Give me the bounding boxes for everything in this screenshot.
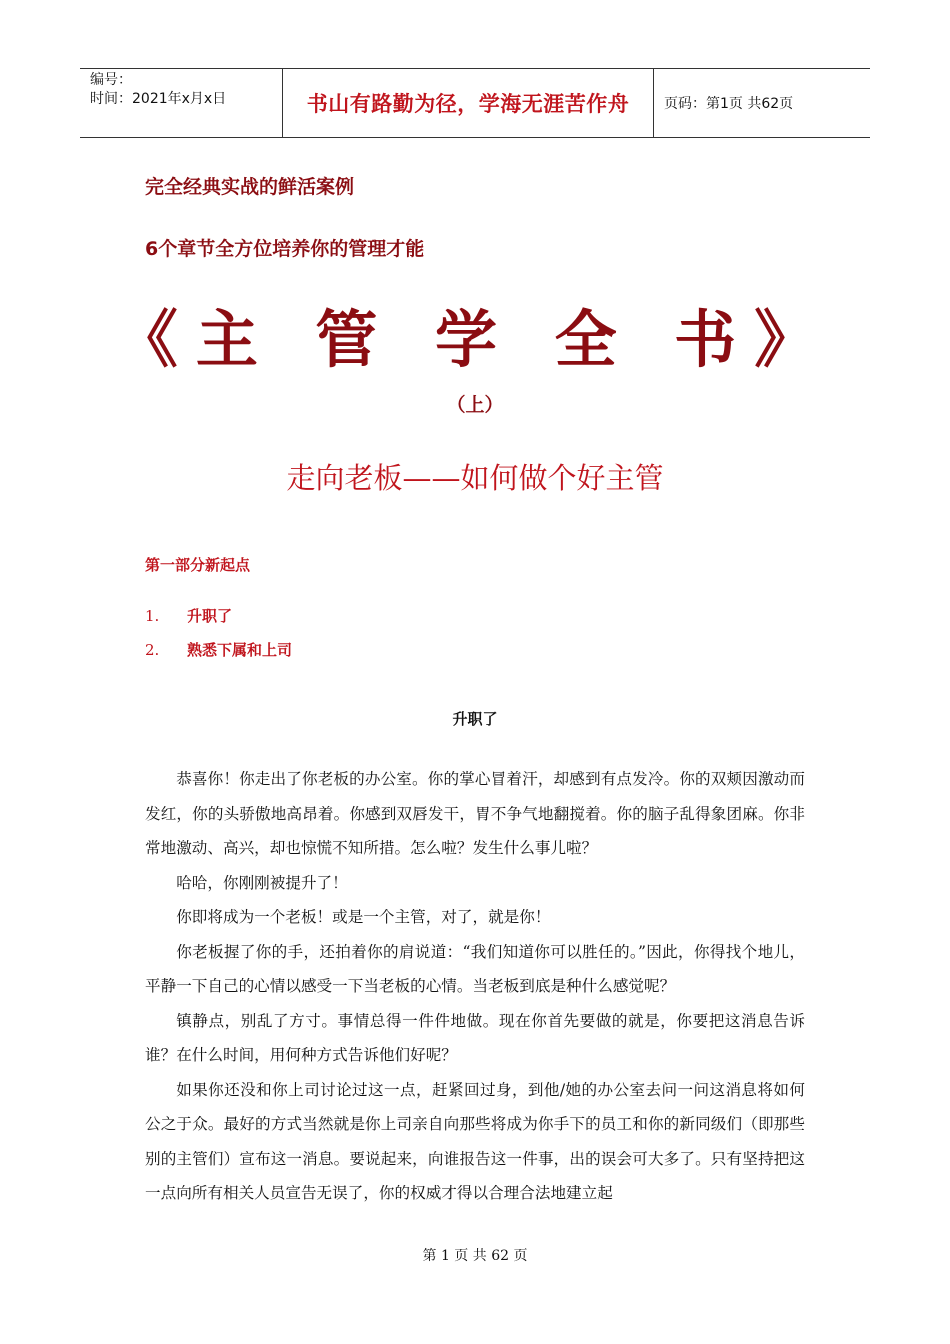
page-footer: 第 1 页 共 62 页 [422, 1248, 528, 1264]
toc-item-label: 熟悉下属和上司 [187, 641, 293, 659]
book-title: 《主 管 学 全 书》 [115, 303, 835, 376]
paragraph: 镇静点，别乱了方寸。事情总得一件件地做。现在你首先要做的就是，你要把这消息告诉谁？在什么时间，用何种方式告诉他们好呢？ [145, 1011, 805, 1064]
part-title: 第一部分新起点 [145, 556, 251, 574]
toc-item-label: 升职了 [187, 607, 233, 625]
date-label: 时间：2021年x月x日 [90, 91, 227, 107]
serial-label: 编号： [90, 72, 132, 88]
volume-label: （上） [446, 394, 504, 416]
tagline-1: 完全经典实战的鲜活案例 [145, 176, 355, 198]
page-header [80, 68, 870, 138]
toc-item[interactable] [145, 605, 232, 626]
header-meta [80, 69, 282, 137]
paragraph: 你即将成为一个老板！或是一个主管，对了，就是你！ [176, 908, 551, 926]
section-heading: 升职了 [452, 710, 498, 728]
toc-item-number: 1. [145, 607, 160, 625]
header-page-info: 页码：第1页 共62页 [664, 96, 794, 112]
header-motto: 书山有路勤为径，学海无涯苦作舟 [282, 69, 654, 137]
toc-item-number: 2. [145, 641, 160, 659]
paragraph: 哈哈，你刚刚被提升了！ [176, 873, 348, 892]
body-text [145, 762, 805, 1211]
paragraph: 恭喜你！你走出了你老板的办公室。你的掌心冒着汗，却感到有点发冷。你的双颊因激动而发红，你的头骄傲地高昂着。你感到双唇发干，胃不争气地翻搅着。你的脑子乱得象团麻。你非常地激动、高兴，却也惊慌不知所措。怎么啦？发生什么事儿啦？ [145, 770, 805, 857]
paragraph: 你老板握了你的手，还拍着你的肩说道：“我们知道你可以胜任的。”因此，你得找个地儿，平静一下自己的心情以感受一下当老板的心情。当老板到底是种什么感觉呢？ [145, 942, 805, 995]
toc-item[interactable] [145, 639, 292, 660]
book-subtitle: 走向老板——如何做个好主管 [286, 461, 664, 495]
tagline-2: 6个章节全方位培养你的管理才能 [145, 238, 425, 260]
paragraph: 如果你还没和你上司讨论过这一点，赶紧回过身，到他/她的办公室去问一问这消息将如何公之于众。最好的方式当然就是你上司亲自向那些将成为你手下的员工和你的新同级们（即那些别的主管们）宣布这一消息。要说起来，向谁报告这一件事，出的误会可大多了。只有坚持把这一点向所有相关人员宣告无误了，你的权威才得以合理合法地建立起 [145, 1080, 805, 1202]
